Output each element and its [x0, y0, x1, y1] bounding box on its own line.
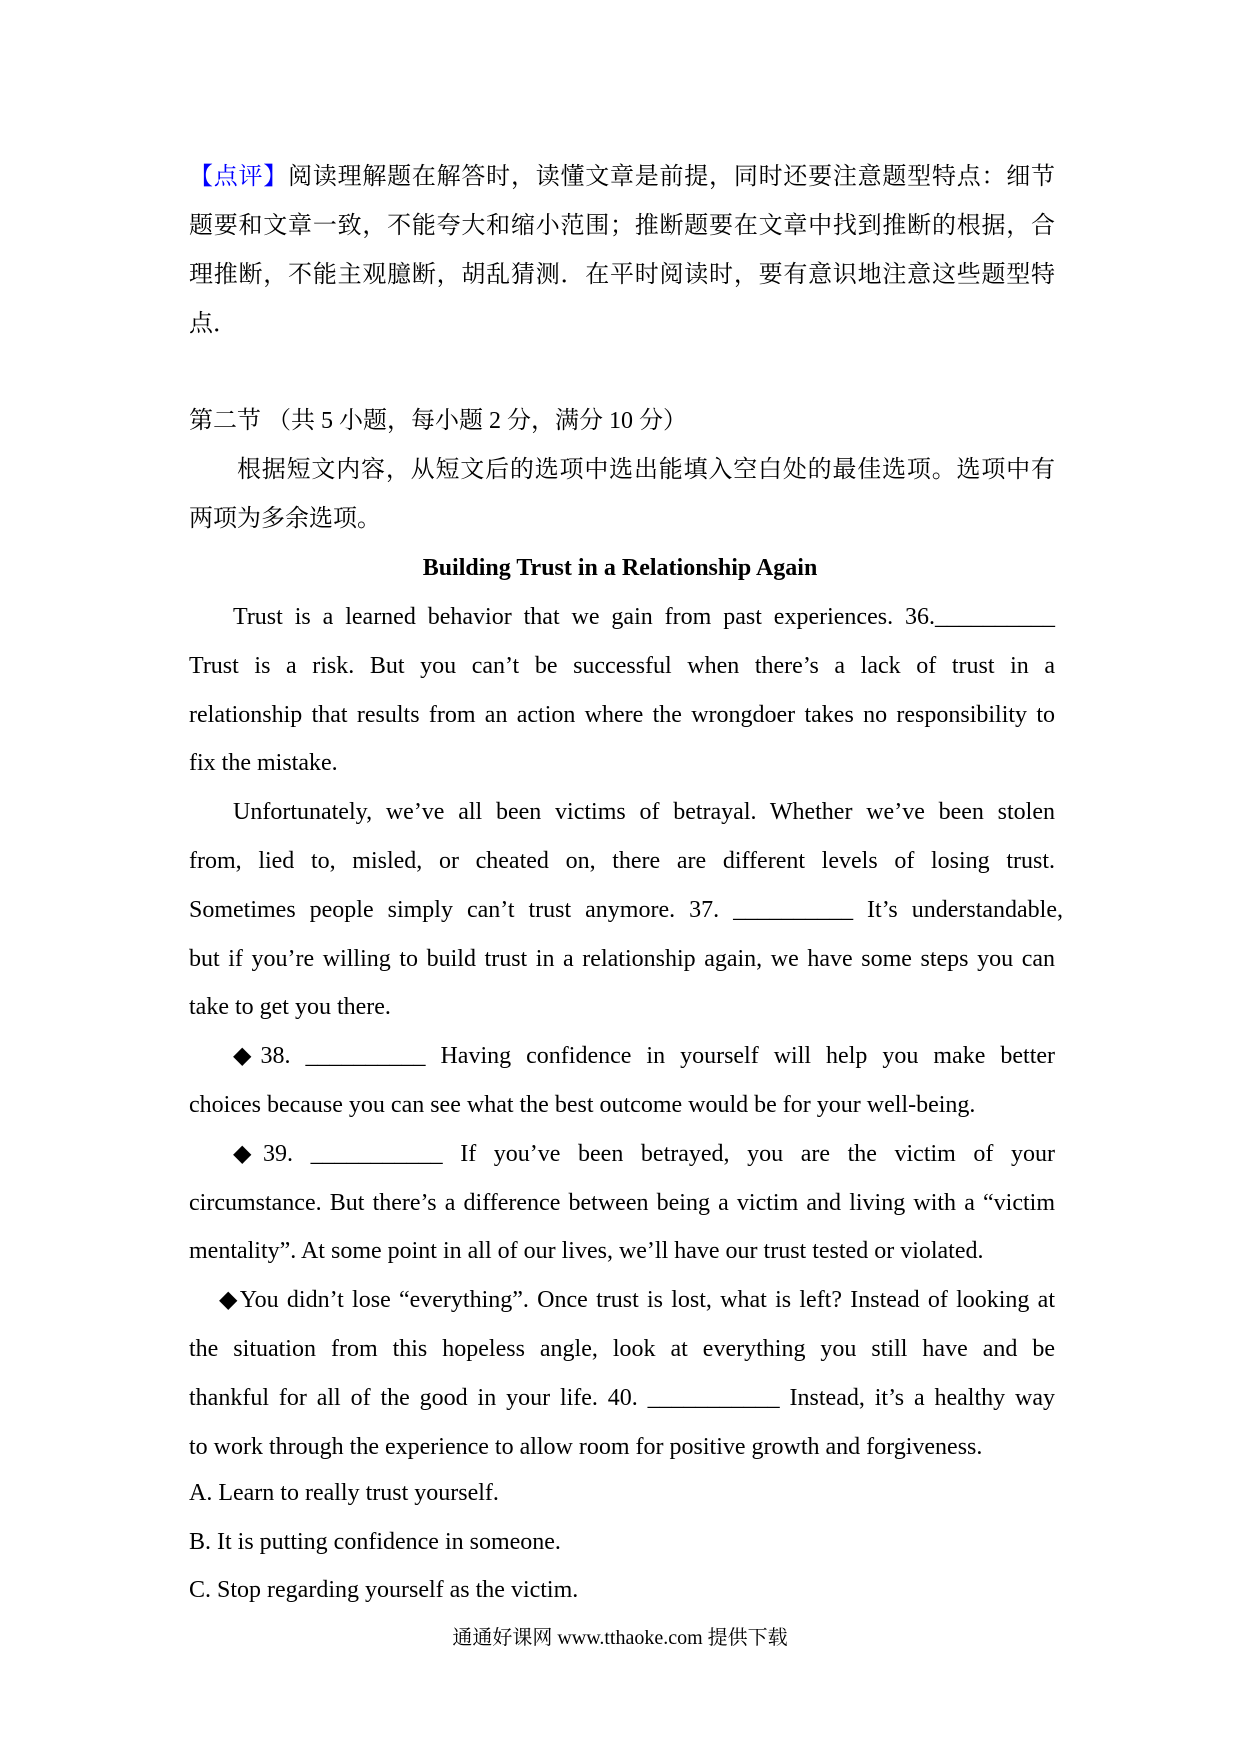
passage-line: choices because you can see what the best outcome would be for your well-being.: [189, 1092, 976, 1118]
comment-tag: 【点评】: [189, 164, 289, 190]
comment-line: 题要和文章一致，不能夸大和缩小范围；推断题要在文章中找到推断的根据，合: [189, 213, 1055, 239]
instruction-line: 两项为多余选项。: [189, 506, 381, 532]
option-c: C. Stop regarding yourself as the victim.: [189, 1577, 579, 1603]
option-b: B. It is putting confidence in someone.: [189, 1529, 561, 1555]
passage-line: mentality”. At some point in all of our lives, we’ll have our trust tested or violated.: [189, 1238, 984, 1265]
passage-line: circumstance. But there’s a difference between being a victim and living with a “victim: [189, 1189, 1055, 1216]
option-a: A. Learn to really trust yourself.: [189, 1480, 499, 1506]
passage-title: Building Trust in a Relationship Again: [422, 555, 818, 581]
passage-line: fix the mistake.: [189, 750, 338, 777]
passage-line: ◆39. ___________ If you’ve been betrayed, you are the victim of your: [233, 1140, 1055, 1167]
passage-line: Trust is a risk. But you can’t be successful when there’s a lack of trust in a: [189, 652, 1055, 679]
footer-source: 通通好课网 www.tthaoke.com 提供下载: [452, 1627, 788, 1649]
comment-line: 点．: [189, 311, 237, 337]
passage-line: the situation from this hopeless angle, look at everything you still have and be: [189, 1336, 1055, 1362]
passage-line: take to get you there.: [189, 994, 391, 1021]
instruction-line: 根据短文内容，从短文后的选项中选出能填入空白处的最佳选项。选项中有: [237, 457, 1055, 483]
passage-line: ◆38. __________ Having confidence in yourself will help you make better: [233, 1043, 1055, 1070]
comment-line: 理推断，不能主观臆断，胡乱猜测．在平时阅读时，要有意识地注意这些题型特: [189, 262, 1055, 288]
section-heading: 第二节 （共 5 小题，每小题 2 分，满分 10 分）: [189, 408, 687, 434]
passage-line: to work through the experience to allow room for positive growth and forgiveness.: [189, 1433, 983, 1460]
comment-line: 【点评】阅读理解题在解答时，读懂文章是前提，同时还要注意题型特点：细节: [189, 164, 1056, 190]
passage-line: Unfortunately, we’ve all been victims of betrayal. Whether we’ve been stolen: [233, 799, 1055, 826]
passage-line: Trust is a learned behavior that we gain from past experiences. 36.__________: [233, 604, 1055, 630]
passage-line: relationship that results from an action where the wrongdoer takes no responsibility to: [189, 701, 1055, 728]
passage-line: but if you’re willing to build trust in a relationship again, we have some steps you can: [189, 945, 1055, 972]
passage-line: from, lied to, misled, or cheated on, there are different levels of losing trust.: [189, 848, 1055, 874]
passage-line: thankful for all of the good in your life. 40. ___________ Instead, it’s a healthy way: [189, 1384, 1055, 1411]
passage-line: Sometimes people simply can’t trust anymore. 37. __________ It’s understandable,: [189, 896, 1063, 923]
passage-line: ◆You didn’t lose “everything”. Once trust is lost, what is left? Instead of looking at: [219, 1287, 1055, 1314]
